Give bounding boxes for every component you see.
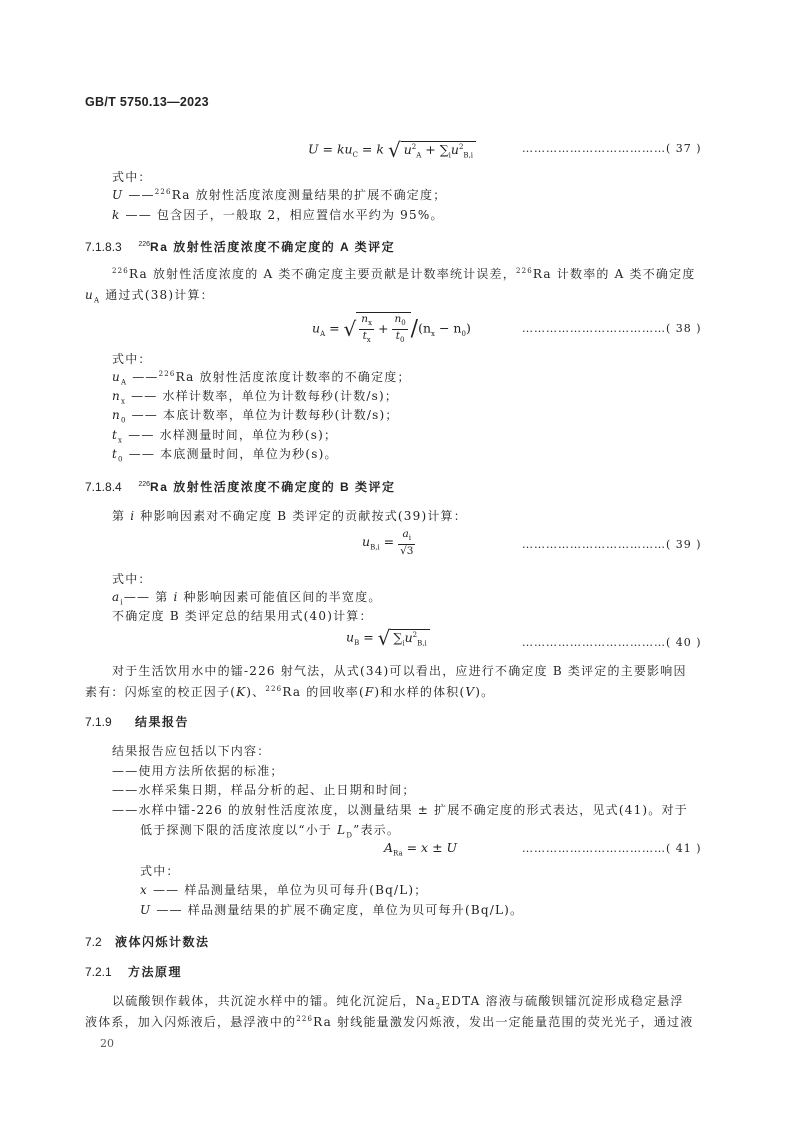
equation-41-leader: ………………………………( 41 ) — [522, 842, 702, 855]
equation-41-number: ( 41 ) — [666, 842, 702, 855]
where-label-2: 式中： — [112, 352, 152, 366]
section-7-1-9-heading: 7.1.9 结果报告 — [85, 715, 190, 729]
report-item-2: ——水样采集日期，样品分析的起、止日期和时间； — [112, 783, 416, 797]
standard-code-header: GB/T 5750.13—2023 — [85, 95, 209, 109]
equation-38-number: ( 38 ) — [666, 322, 702, 335]
variable-k-definition: k —— 包含因子，一般取 2，相应置信水平约为 95%。 — [112, 208, 444, 222]
section-7-1-8-3-heading: 7.1.8.3 $^{226}$Ra 放射性活度浓度不确定度的 A 类评定 — [85, 240, 396, 254]
paragraph-7-1-8-3-line-1: $^{226}$Ra 放射性活度浓度的 A 类不确定度主要贡献是计数率统计误差，$^{226}$Ra 计数率的 A 类不确定度 — [112, 267, 696, 281]
equation-40: $u_B$ = √ $\sum_iu^2_{B,i}$ — [346, 626, 430, 650]
paragraph-after-40-line-2: 素有：闪烁室的校正因子(K)、$^{226}$Ra 的回收率(F)和水样的体积(V)。 — [85, 685, 495, 699]
variable-ai-definition: $a_i——$ 第 i 种影响因素可能值区间的半宽度。 — [112, 590, 382, 607]
paragraph-after-40-line-1: 对于生活饮用水中的镭-226 射气法，从式(34)可以看出，应进行不确定度 B 类评定的主要影响因 — [112, 664, 687, 678]
variable-tx-definition: $t_x$ —— 水样测量时间，单位为秒(s)； — [112, 428, 338, 445]
equation-40-leader: ………………………………( 40 ) — [522, 636, 702, 649]
page-number: 20 — [100, 1037, 114, 1050]
equation-39-leader: ………………………………( 39 ) — [522, 538, 702, 551]
where-label-1: 式中： — [112, 170, 152, 184]
section-7-2-heading: 7.2 液体闪烁计数法 — [85, 935, 210, 949]
paragraph-7-2-1-line-1: 以硫酸钡作载体，共沉淀水样中的镭。纯化沉淀后，$Na_2EDTA$ 溶液与硫酸钡镭沉淀形成稳定悬浮 — [112, 994, 684, 1011]
where-label-3: 式中： — [112, 572, 152, 586]
paragraph-7-2-1-line-2: 液体系，加入闪烁液后，悬浮液中的$^{226}$Ra 射线能量激发闪烁液，发出一定能量范围的荧光光子，通过液 — [85, 1015, 694, 1029]
paragraph-7-1-8-4: 第 i 种影响因素对不确定度 B 类评定的贡献按式(39)计算： — [112, 509, 467, 523]
equation-38: $u_A$ = √ $\frac{n_x}{t_x}$ + $\frac{n_0}{t_0}$ $/(n_x - n_0)$ — [312, 313, 471, 345]
paragraph-equation-40-intro: 不确定度 B 类评定总的结果用式(40)计算： — [112, 609, 373, 623]
report-item-3-continuation: 低于探测下限的活度浓度以“小于 $L_D$”表示。 — [140, 823, 401, 840]
where-label-4: 式中： — [140, 864, 180, 878]
equation-37-number: ( 37 ) — [666, 142, 702, 155]
paragraph-7-1-8-3-line-2: $u_A$ 通过式(38)计算： — [85, 288, 214, 305]
variable-x-definition: x —— 样品测量结果，单位为贝可每升(Bq/L)； — [140, 883, 428, 897]
report-item-3: ——水样中镭-226 的放射性活度浓度，以测量结果 ± 扩展不确定度的形式表达，见式(41)。对于 — [112, 803, 688, 817]
equation-37-leader: ………………………………( 37 ) — [522, 142, 702, 155]
variable-nx-definition: $n_x$ —— 水样计数率，单位为计数每秒(计数/s)； — [112, 389, 399, 406]
equation-38-leader: ………………………………( 38 ) — [522, 322, 702, 335]
variable-uA-definition: $u_A$ ——$^{226}$Ra 放射性活度浓度计数率的不确定度； — [112, 370, 411, 387]
variable-t0-definition: $t_0$ —— 本底测量时间，单位为秒(s)。 — [112, 447, 338, 464]
report-intro: 结果报告应包括以下内容： — [112, 744, 271, 758]
variable-n0-definition: $n_0$ —— 本底计数率，单位为计数每秒(计数/s)； — [112, 408, 399, 425]
equation-39: $u_{B,i}$ = $\frac{a_i}{√3}$ — [362, 528, 414, 558]
variable-U-definition: U ——$^{226}$Ra 放射性活度浓度测量结果的扩展不确定度； — [112, 188, 447, 202]
report-item-1: ——使用方法所依据的标准； — [112, 764, 284, 778]
equation-41: $A_{Ra} = x \pm U$ — [384, 840, 458, 858]
section-7-1-8-4-heading: 7.1.8.4 $^{226}$Ra 放射性活度浓度不确定度的 B 类评定 — [85, 480, 396, 494]
equation-37: $U = ku_C = k$ √ $u^2_A + \sum_iu^2_{B,i}$ — [308, 138, 476, 162]
equation-39-number: ( 39 ) — [666, 538, 702, 551]
section-7-2-1-heading: 7.2.1 方法原理 — [85, 965, 183, 979]
equation-40-number: ( 40 ) — [666, 636, 702, 649]
variable-U-definition-2: U —— 样品测量结果的扩展不确定度，单位为贝可每升(Bq/L)。 — [140, 903, 524, 917]
